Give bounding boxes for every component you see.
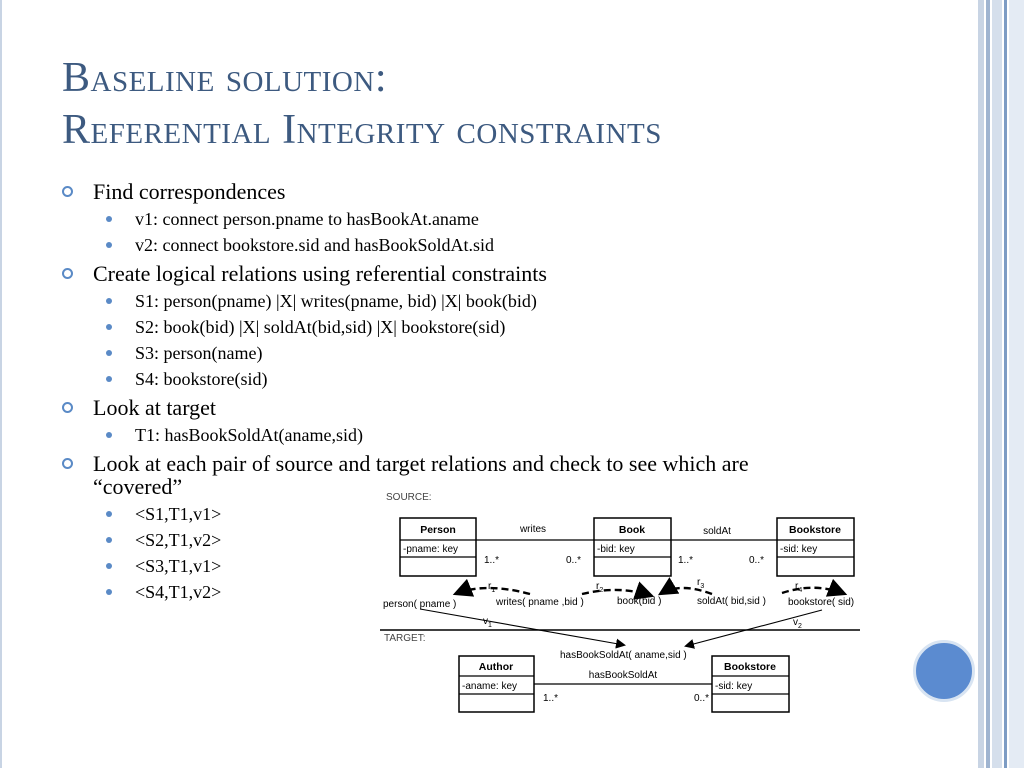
- dot-bullet-icon: [106, 537, 112, 543]
- class-attr: -bid: key: [597, 544, 635, 555]
- class-book: [594, 518, 671, 576]
- bullet-text: Create logical relations using referential constraints: [93, 261, 547, 286]
- decorative-circle: [913, 640, 975, 702]
- slide-title: [62, 52, 942, 156]
- sub-bullet-text: <S3,T1,v1>: [135, 556, 222, 576]
- class-name: Author: [478, 661, 514, 673]
- sub-bullet-text: <S2,T1,v2>: [135, 530, 222, 550]
- sub-bullet-text: S1: person(pname) |X| writes(pname, bid) |X| book(bid): [135, 291, 537, 311]
- sub-bullet-item: [93, 314, 842, 340]
- target-label: TARGET:: [384, 633, 426, 644]
- r-label: $r_1$: [488, 581, 496, 594]
- bullet-item: [62, 262, 842, 392]
- sub-bullet-item: [93, 340, 842, 366]
- assoc-label: hasBookSoldAt: [588, 670, 658, 681]
- circle-bullet-icon: [62, 402, 73, 413]
- dot-bullet-icon: [106, 589, 112, 595]
- sub-bullet-item: [93, 206, 842, 232]
- class-author: [459, 656, 534, 712]
- class-attr: -aname: key: [462, 681, 518, 692]
- bullet-text: Find correspondences: [93, 179, 286, 204]
- class-attr: -sid: key: [715, 681, 753, 692]
- relation-book: book(bid ): [617, 596, 662, 607]
- class-bookstore-target: [712, 656, 789, 712]
- relation-soldat: soldAt( bid,sid ): [697, 596, 766, 607]
- sub-bullet-text: v2: connect bookstore.sid and hasBookSoldAt.sid: [135, 235, 494, 255]
- bullet-item: [62, 180, 842, 258]
- dot-bullet-icon: [106, 432, 112, 438]
- multiplicity: 1..*: [543, 693, 559, 704]
- circle-bullet-icon: [62, 268, 73, 279]
- sub-list: [93, 206, 842, 258]
- multiplicity: 0..*: [694, 693, 710, 704]
- multiplicity: 0..*: [749, 555, 765, 566]
- assoc-label: writes: [519, 524, 547, 535]
- sub-list: [93, 288, 842, 392]
- title-line-2: Referential Integrity constraints: [62, 107, 662, 153]
- sub-bullet-item: [93, 422, 842, 448]
- sub-list: [93, 422, 842, 448]
- multiplicity: 0..*: [566, 555, 582, 566]
- class-attr: -pname: key: [403, 544, 459, 555]
- v-label: $v_2$: [793, 617, 802, 630]
- r-label: $r_4$: [795, 581, 803, 594]
- class-name: Person: [420, 524, 456, 536]
- dot-bullet-icon: [106, 324, 112, 330]
- sub-bullet-text: v1: connect person.pname to hasBookAt.aname: [135, 209, 479, 229]
- sub-bullet-text: <S1,T1,v1>: [135, 504, 222, 524]
- dot-bullet-icon: [106, 298, 112, 304]
- bullet-text: Look at target: [93, 395, 216, 420]
- target-relation: hasBookSoldAt( aname,sid ): [560, 650, 687, 661]
- sub-bullet-item: [93, 366, 842, 392]
- bullet-text: Look at each pair of source and target relations and check to see which are “covered”: [93, 451, 749, 499]
- dot-bullet-icon: [106, 511, 112, 517]
- sub-bullet-text: S3: person(name): [135, 343, 263, 363]
- relation-person: person( pname ): [383, 599, 457, 610]
- mapping-diagram: [370, 477, 870, 722]
- class-name: Bookstore: [724, 661, 776, 673]
- sub-bullet-item: [93, 232, 842, 258]
- dot-bullet-icon: [106, 563, 112, 569]
- dot-bullet-icon: [106, 242, 112, 248]
- v-label: $v_1$: [483, 616, 492, 629]
- relation-writes: writes( pname ,bid ): [496, 597, 584, 608]
- assoc-label: soldAt: [703, 526, 731, 537]
- sub-bullet-text: S4: bookstore(sid): [135, 369, 268, 389]
- multiplicity: 1..*: [484, 555, 500, 566]
- sub-bullet-item: [93, 288, 842, 314]
- circle-bullet-icon: [62, 186, 73, 197]
- circle-bullet-icon: [62, 458, 73, 469]
- dot-bullet-icon: [106, 216, 112, 222]
- class-bookstore-source: [777, 518, 854, 576]
- r-label: $r_2$: [596, 581, 604, 594]
- bullet-item: [62, 396, 842, 448]
- sub-bullet-text: S2: book(bid) |X| soldAt(bid,sid) |X| bookstore(sid): [135, 317, 506, 337]
- dot-bullet-icon: [106, 350, 112, 356]
- relation-bookstore: bookstore( sid): [788, 597, 855, 608]
- class-name: Book: [618, 524, 646, 536]
- side-stripes: [978, 0, 1024, 768]
- title-line-1: Baseline solution:: [62, 55, 387, 101]
- source-label: SOURCE:: [386, 492, 432, 503]
- sub-bullet-text: <S4,T1,v2>: [135, 582, 222, 602]
- dot-bullet-icon: [106, 376, 112, 382]
- multiplicity: 1..*: [678, 555, 694, 566]
- class-person: [400, 518, 476, 576]
- class-name: Bookstore: [789, 524, 841, 536]
- r-label: $r_3$: [697, 577, 705, 590]
- sub-bullet-text: T1: hasBookSoldAt(aname,sid): [135, 425, 363, 445]
- class-attr: -sid: key: [780, 544, 818, 555]
